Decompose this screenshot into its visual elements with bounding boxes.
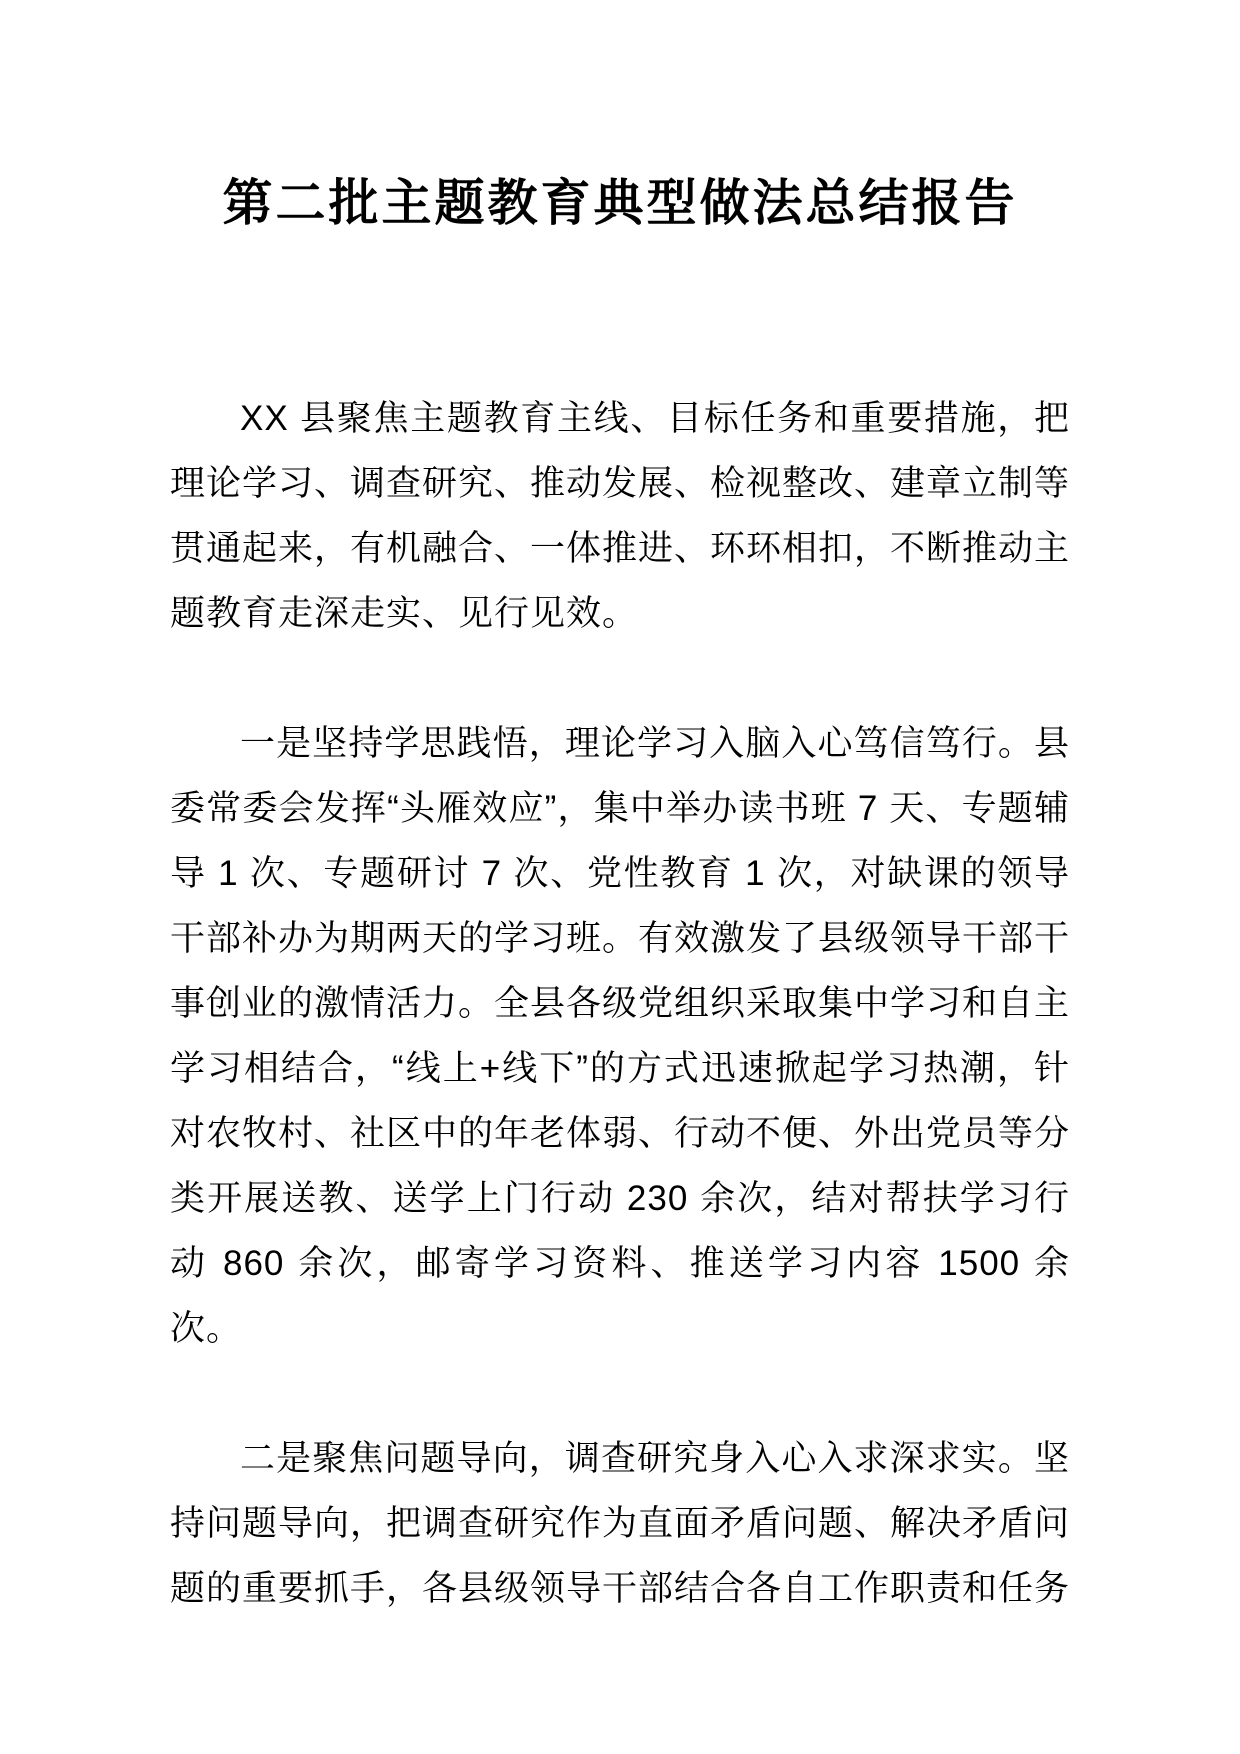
document-title: 第二批主题教育典型做法总结报告 — [222, 175, 1018, 231]
paragraph-point-two: 二是聚焦问题导向，调查研究身入心入求深求实。坚持问题导向，把调查研究作为直面矛盾问题、解决矛盾问题的重要抓手，各县级领导干部结合各自工作职责和任务 — [170, 1439, 1071, 1608]
paragraph-intro: XX 县聚焦主题教育主线、目标任务和重要措施，把理论学习、调查研究、推动发展、检视整改、建章立制等贯通起来，有机融合、一体推进、环环相扣，不断推动主题教育走深走实、见行见效。 — [170, 399, 1071, 633]
document-body — [170, 386, 1070, 1621]
paragraph-point-one: 一是坚持学思践悟，理论学习入脑入心笃信笃行。县委常委会发挥“头雁效应”，集中举办读书班 7 天、专题辅导 1 次、专题研讨 7 次、党性教育 1 次，对缺课的领导干部补办为期两天的学习班。有效激发了县级领导干部干事创业的激情活力。全县各级党组织采取集中学习和自主学习相结合，“线上+线下”的方式迅速掀起学习热潮，针对农牧村、社区中的年老体弱、行动不便、外出党员等分类开展送教、送学上门行动 230 余次，结对帮扶学习行动 860 余次，邮寄学习资料、推送学习内容 1500 余次。 — [170, 724, 1071, 1348]
